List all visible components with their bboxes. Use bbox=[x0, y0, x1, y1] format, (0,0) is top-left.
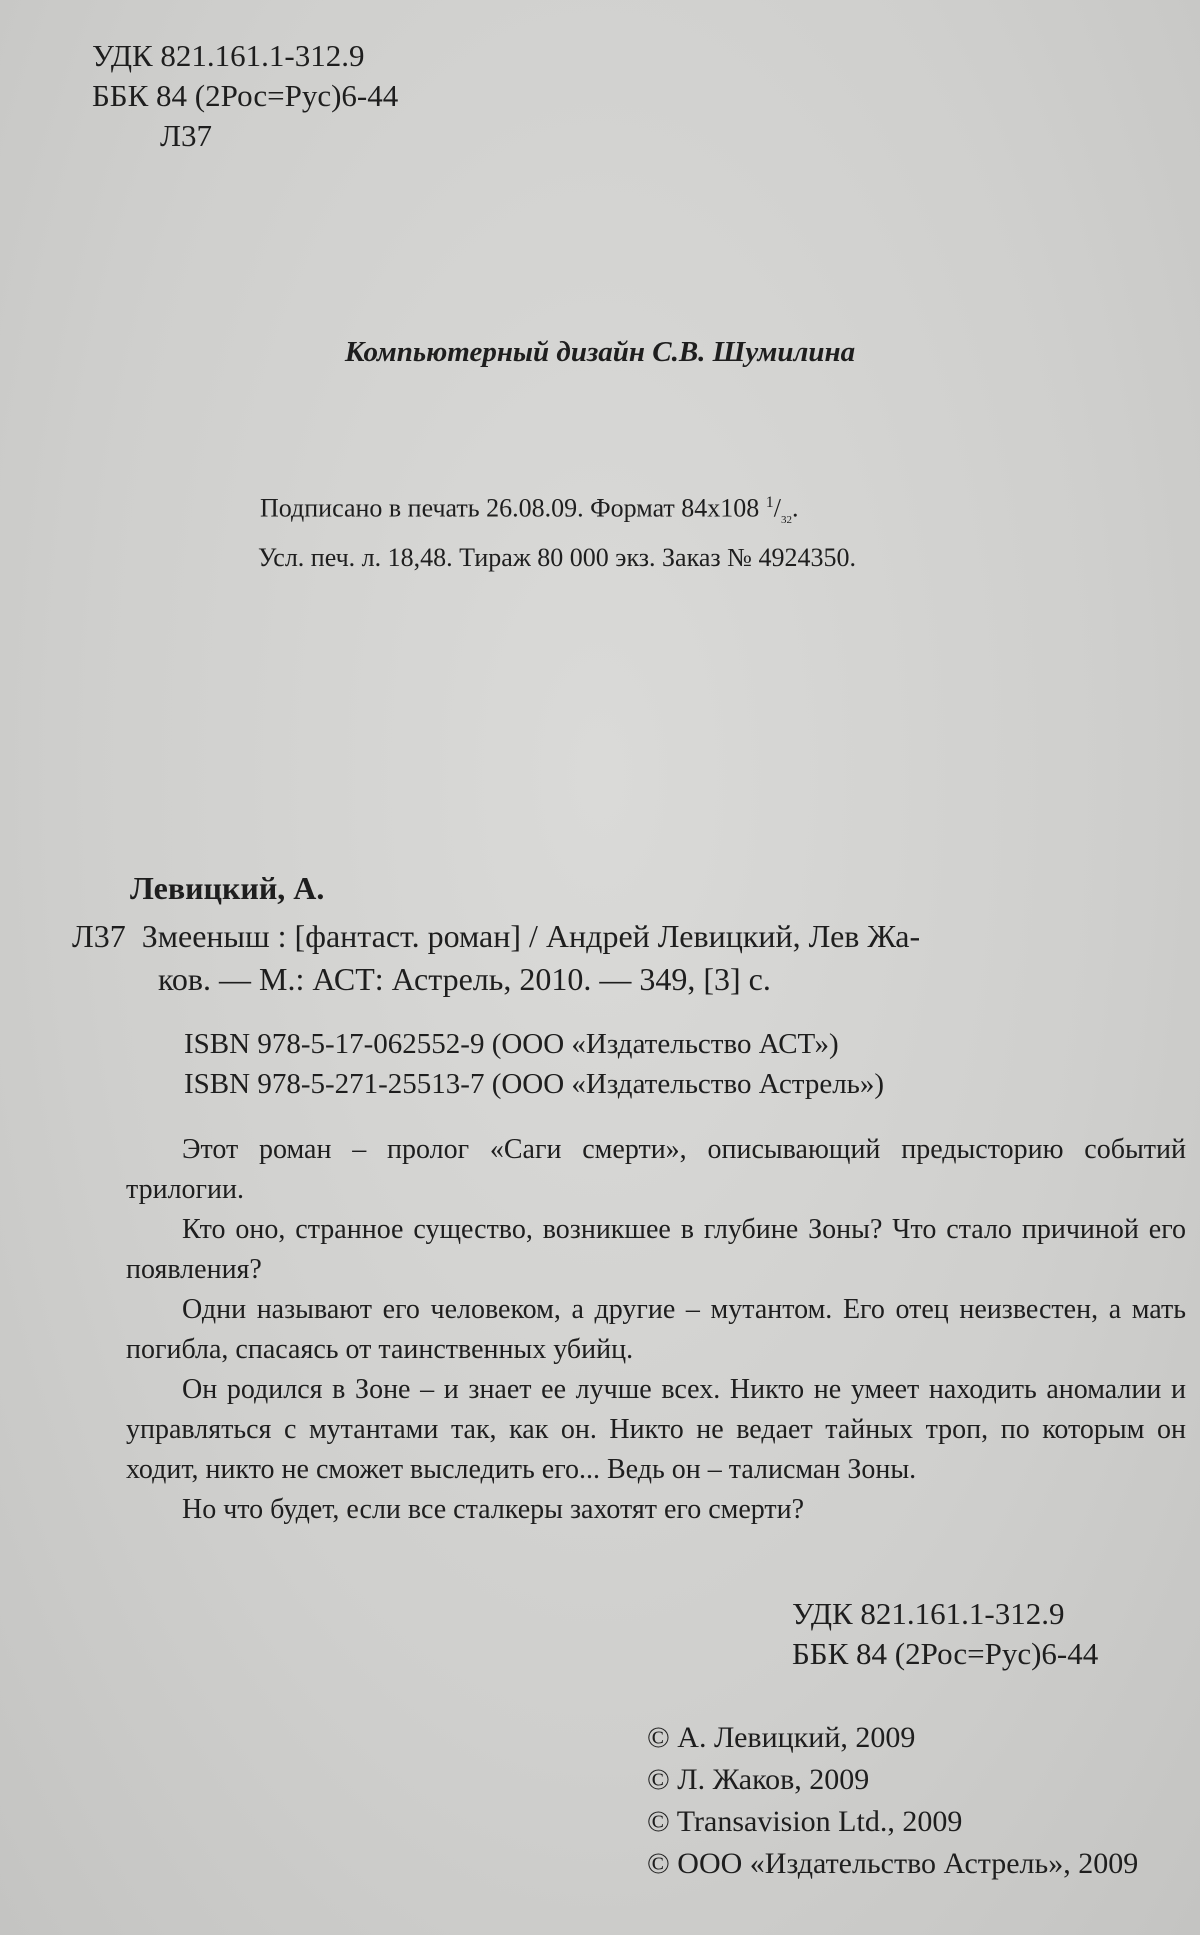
imprint-line-2: Усл. печ. л. 18,48. Тираж 80 000 экз. Заказ № 4924350. bbox=[258, 542, 856, 572]
format-fraction-num: 1 bbox=[765, 494, 774, 511]
format-fraction-den: 32 bbox=[781, 513, 793, 526]
imprint-details bbox=[260, 484, 856, 577]
isbn-astrel: ISBN 978-5-271-25513-7 (ООО «Издательство Астрель») bbox=[184, 1068, 885, 1100]
annotation-paragraph: Он родился в Зоне – и знает ее лучше всех. Никто не умеет находить аномалии и управляться с мутантами так, как он. Никто не ведает тайных троп, по которым он ходит, никто не сможет выследить его... Ведь он – талисман Зоны. bbox=[126, 1374, 1186, 1485]
imprint-line-1: Подписано в печать 26.08.09. Формат 84x108 $^1/_{32}$. bbox=[260, 493, 799, 526]
isbn-ast: ISBN 978-5-17-062552-9 (ООО «Издательство АСТ») bbox=[184, 1028, 839, 1060]
annotation-paragraph: Кто оно, странное существо, возникшее в глубине Зоны? Что стало причиной его появления? bbox=[126, 1214, 1186, 1285]
bibliographic-entry bbox=[72, 915, 1172, 1001]
bottom-classification-codes bbox=[792, 1594, 1098, 1674]
bib-line-1: Л37 Змееныш : [фантаст. роман] / Андрей Левицкий, Лев Жа- bbox=[72, 918, 921, 954]
annotation-paragraph: Но что будет, если все сталкеры захотят его смерти? bbox=[182, 1494, 805, 1525]
author-mark: Л37 bbox=[160, 118, 213, 153]
bbk-code: ББК 84 (2Рос=Рус)6-44 bbox=[92, 78, 399, 113]
annotation-paragraph: Одни называют его человеком, а другие – мутантом. Его отец неизвестен, а мать погибла, спасаясь от таинственных убийц. bbox=[126, 1294, 1186, 1365]
imprint-print-format: Подписано в печать 26.08.09. Формат 84x108 bbox=[260, 493, 760, 523]
annotation-paragraph: Этот роман – пролог «Саги смерти», описывающий предысторию событий трилогии. bbox=[126, 1134, 1186, 1205]
annotation bbox=[126, 1130, 1186, 1530]
bib-line-2: ков. — М.: АСТ: Астрель, 2010. — 349, [3] с. bbox=[158, 961, 771, 997]
imprint-line-1-end: . bbox=[792, 493, 799, 523]
catalog-author-heading: Левицкий, А. bbox=[130, 870, 325, 906]
design-credit: Компьютерный дизайн С.В. Шумилина bbox=[344, 336, 856, 368]
copyright-line: © А. Левицкий, 2009 bbox=[647, 1721, 916, 1754]
copyright-line: © Transavision Ltd., 2009 bbox=[647, 1805, 963, 1838]
copyright-line: © ООО «Издательство Астрель», 2009 bbox=[647, 1847, 1139, 1880]
isbn-list bbox=[184, 1024, 884, 1104]
copyright-line: © Л. Жаков, 2009 bbox=[647, 1763, 870, 1796]
copyright-notices bbox=[647, 1717, 1138, 1885]
bbk-code-bottom: ББК 84 (2Рос=Рус)6-44 bbox=[792, 1636, 1099, 1671]
udk-code-bottom: УДК 821.161.1-312.9 bbox=[792, 1596, 1065, 1631]
udk-code: УДК 821.161.1-312.9 bbox=[92, 38, 365, 73]
top-classification-codes bbox=[92, 36, 398, 156]
